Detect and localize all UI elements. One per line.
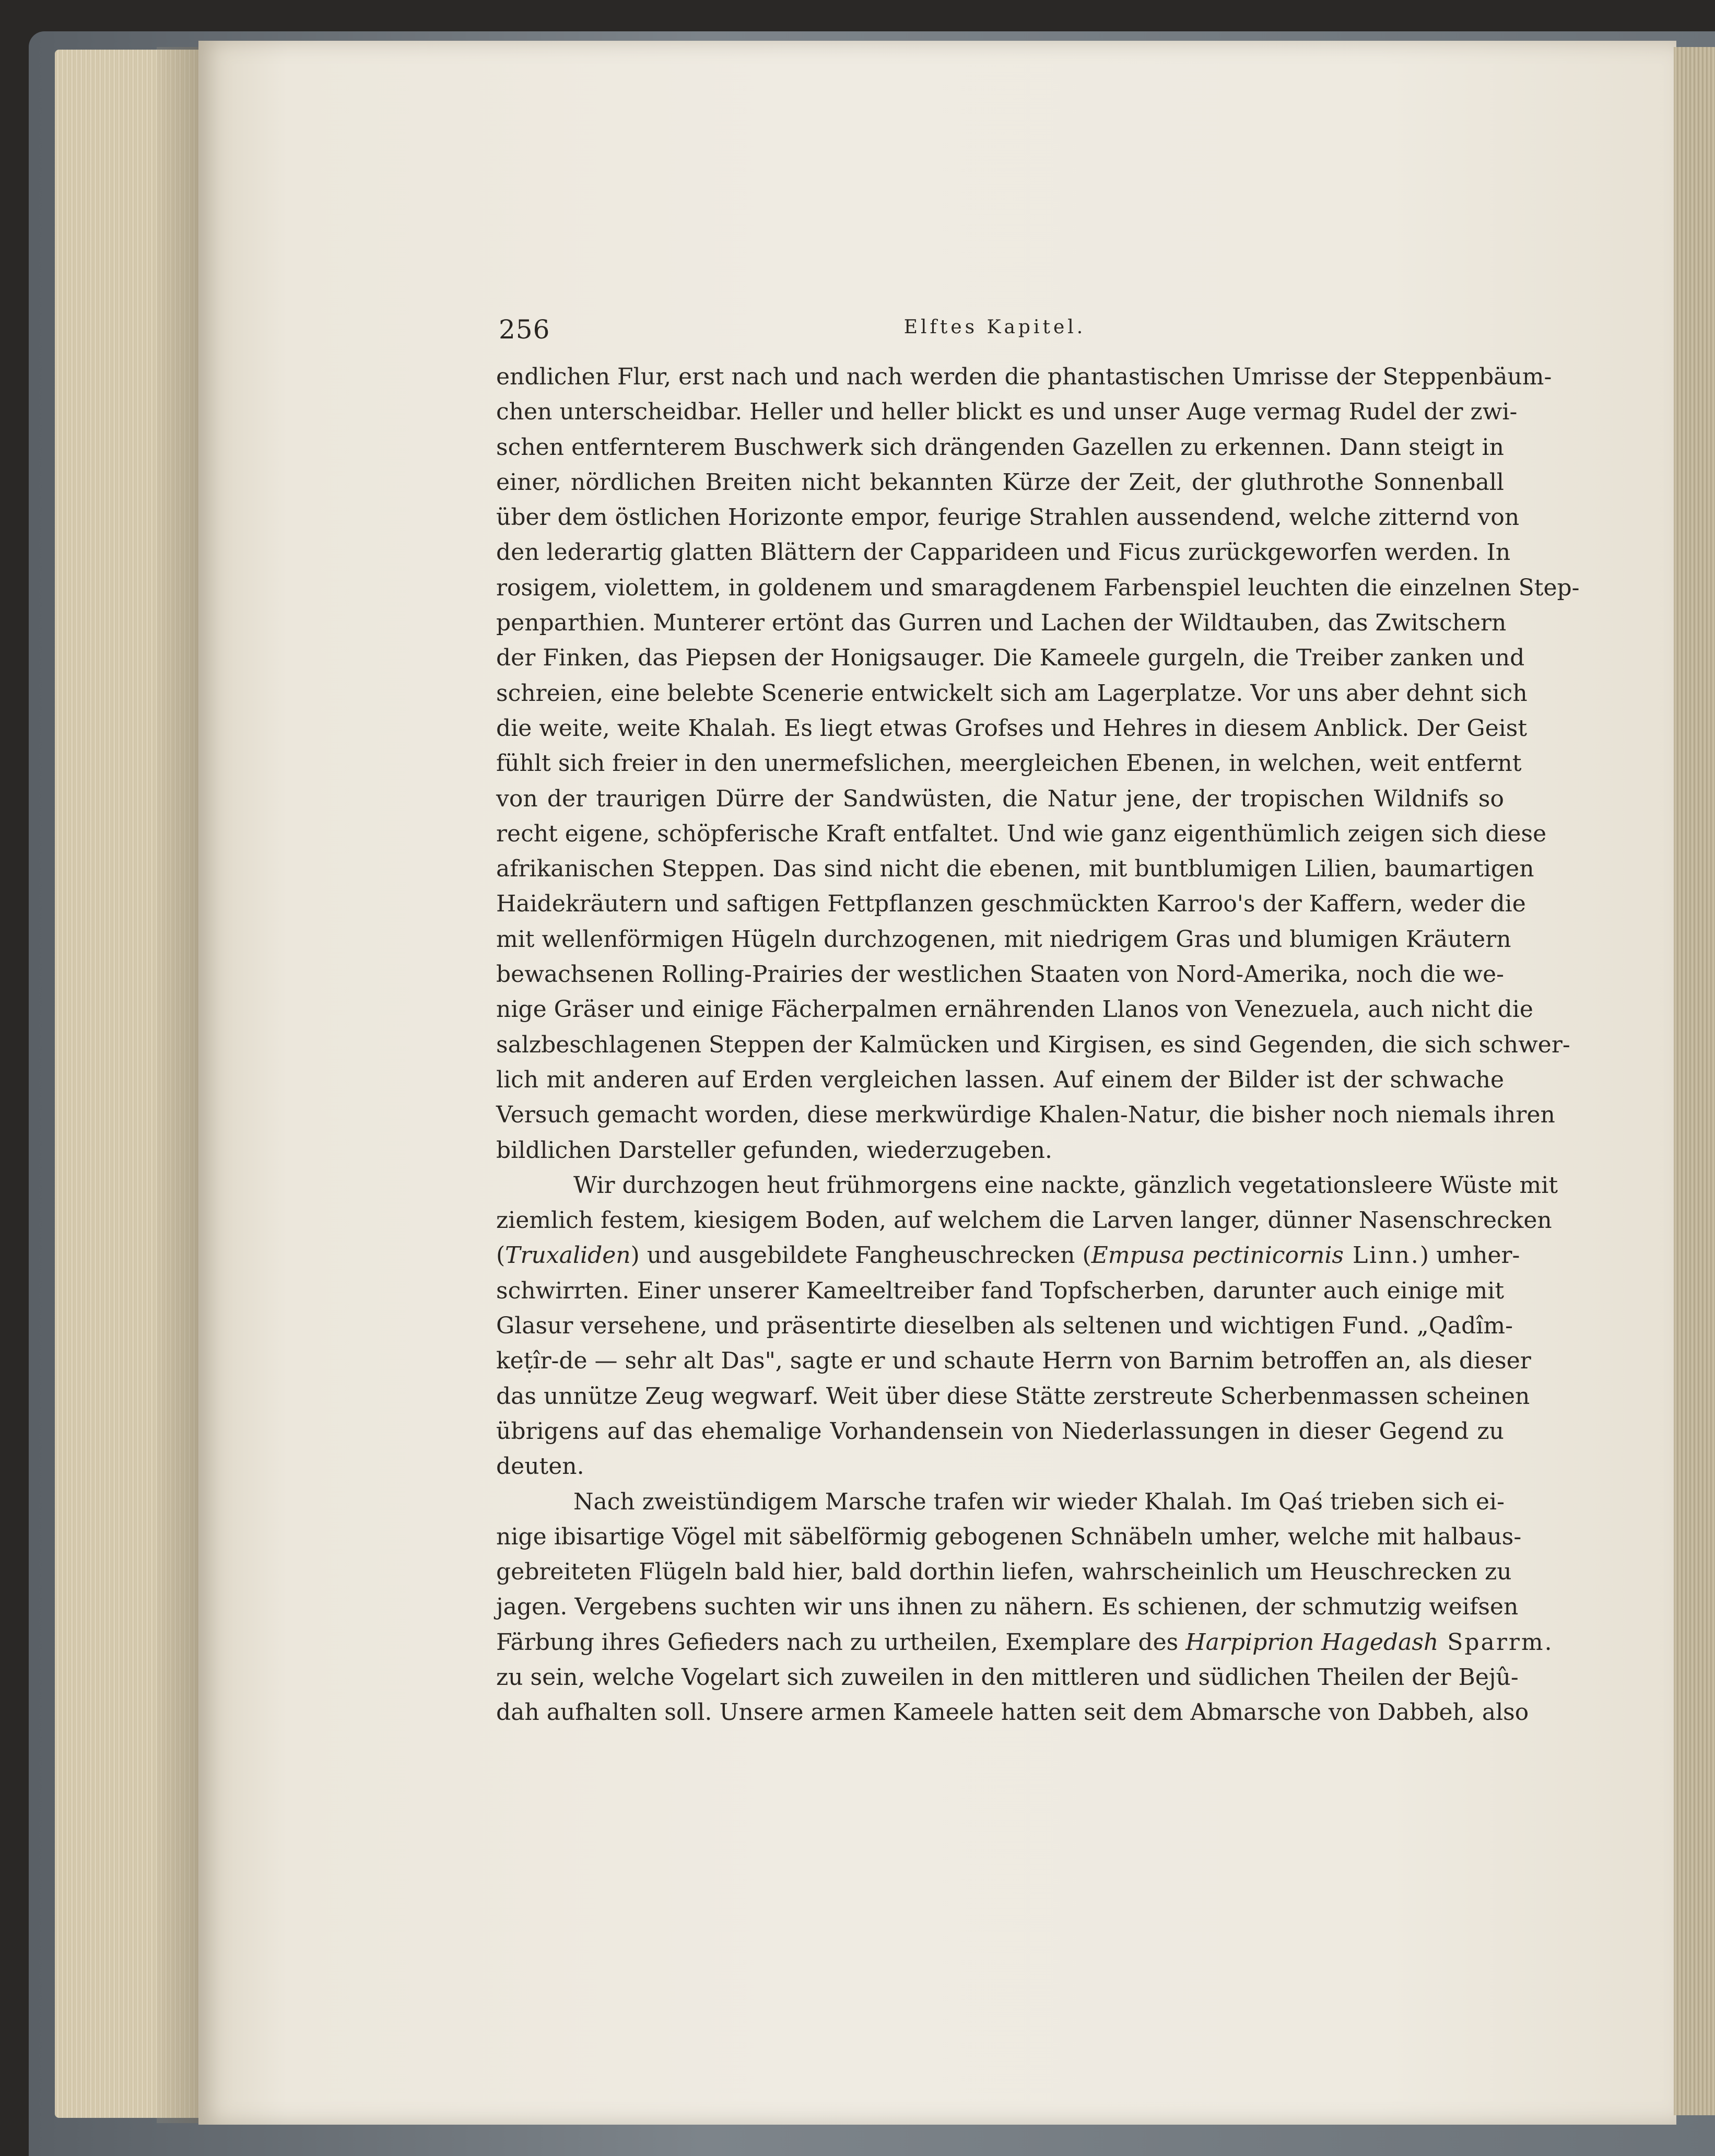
text-line: recht eigene, schöpferische Kraft entfaltet. Und wie ganz eigenthümlich zeigen sich diese [496,820,1547,847]
author-abbrev: Linn. [1343,1242,1420,1269]
text-line: lich mit anderen auf Erden vergleichen lassen. Auf einem der Bilder ist der schwache [496,1066,1504,1093]
text-line: fühlt sich freier in den unermefslichen, meergleichen Ebenen, in welchen, weit entfernt [496,750,1522,777]
text-line: den lederartig glatten Blättern der Capparideen und Ficus zurückgeworfen werden. In [496,539,1511,566]
text-line: Glasur versehene, und präsentirte dieselben als seltenen und wichtigen Fund. „Qadîm- [496,1313,1513,1340]
text-line: Versuch gemacht worden, diese merkwürdige Khalen-Natur, die bisher noch niemals ihren [496,1102,1555,1129]
text-line: die weite, weite Khalah. Es liegt etwas Grofses und Hehres in diesem Anblick. Der Geist [496,714,1528,742]
text-line: übrigens auf das ehemalige Vorhandensein von Niederlassungen in dieser Gegend zu [496,1417,1504,1445]
text-span: ( [496,1242,506,1269]
right-page-edge [1674,47,1715,2115]
text-line: chen unterscheidbar. Heller und heller blickt es und unser Auge vermag Rudel der zwi- [496,399,1518,426]
text-line: nige Gräser und einige Fächerpalmen ernährenden Llanos von Venezuela, auch nicht die [496,996,1533,1023]
paragraph-start-line: Nach zweistündigem Marsche trafen wir wieder Khalah. Im Qaś trieben sich ei- [573,1488,1505,1515]
body-text [496,359,1580,1730]
text-span: Färbung ihres Gefieders nach zu urtheilen, Exemplare des [496,1628,1186,1656]
text-span: ) umher- [1419,1242,1520,1269]
text-line: jagen. Vergebens suchten wir uns ihnen zu nähern. Es schienen, der schmutzig weifsen [496,1593,1519,1621]
text-line-with-italics [496,1625,1554,1660]
text-line: schwirrten. Einer unserer Kameeltreiber fand Topfscherben, darunter auch einige mit [496,1277,1504,1304]
text-line: über dem östlichen Horizonte empor, feurige Strahlen aussendend, welche zitternd von [496,504,1520,531]
italic-term: Harpiprion Hagedash [1185,1628,1439,1656]
text-line: endlichen Flur, erst nach und nach werden die phantastischen Umrisse der Steppenbäum- [496,364,1552,390]
text-line: bewachsenen Rolling-Prairies der westlichen Staaten von Nord-Amerika, noch die we- [496,961,1504,988]
text-line: schreien, eine belebte Scenerie entwickelt sich am Lagerplatze. Vor uns aber dehnt sich [496,679,1528,707]
text-line: ziemlich festem, kiesigem Boden, auf welchem die Larven langer, dünner Nasenschrecken [496,1207,1552,1234]
text-line-with-italics [496,1238,1520,1273]
text-line: gebreiteten Flügeln bald hier, bald dorthin liefen, wahrscheinlich um Heuschrecken zu [496,1559,1512,1586]
text-line: Haidekräutern und saftigen Fettpflanzen geschmückten Karroo's der Kaffern, weder die [496,890,1526,918]
text-line: bildlichen Darsteller gefunden, wiederzugeben. [496,1136,1052,1164]
text-line: der Finken, das Piepsen der Honigsauger. Die Kameele gurgeln, die Treiber zanken und [496,645,1525,672]
text-line: salzbeschlagenen Steppen der Kalmücken und Kirgisen, es sind Gegenden, die sich schwer- [496,1031,1570,1058]
page-number: 256 [499,314,550,345]
text-line: dah aufhalten soll. Unsere armen Kameele hatten seit dem Abmarsche von Dabbeh, also [496,1699,1529,1726]
text-line: einer, nördlichen Breiten nicht bekannten Kürze der Zeit, der gluthrothe Sonnenball [496,468,1504,496]
italic-term: Empusa pectinicornis [1091,1242,1344,1269]
text-line: deuten. [496,1453,584,1480]
text-line: mit wellenförmigen Hügeln durchzogenen, mit niedrigem Gras und blumigen Kräutern [496,925,1511,953]
text-line: keṭîr-de — sehr alt Das", sagte er und schaute Herrn von Barnim betroffen an, als dieser [496,1348,1531,1375]
text-span: ) und ausgebildete Fangheuschrecken ( [630,1242,1091,1269]
text-line: schen entfernterem Buschwerk sich drängenden Gazellen zu erkennen. Dann steigt in [496,433,1504,461]
text-line: rosigem, violettem, in goldenem und smaragdenem Farbenspiel leuchten die einzelnen Step- [496,574,1580,601]
text-line: afrikanischen Steppen. Das sind nicht die ebenen, mit buntblumigen Lilien, baumartigen [496,856,1534,883]
italic-term: Truxaliden [505,1242,631,1269]
paragraph-start-line: Wir durchzogen heut frühmorgens eine nackte, gänzlich vegetationsleere Wüste mit [573,1171,1558,1199]
text-line: das unnütze Zeug wegwarf. Weit über diese Stätte zerstreute Scherbenmassen scheinen [496,1382,1530,1410]
text-line: von der traurigen Dürre der Sandwüsten, die Natur jene, der tropischen Wildnifs so [496,785,1504,812]
running-title: Elftes Kapitel. [903,317,1086,338]
text-line: zu sein, welche Vogelart sich zuweilen in den mittleren und südlichen Theilen der Bejû- [496,1663,1519,1691]
author-abbrev: Sparrm. [1438,1628,1554,1656]
text-line: nige ibisartige Vögel mit säbelförmig gebogenen Schnäbeln umher, welche mit halbaus- [496,1523,1522,1550]
text-line: penparthien. Munterer ertönt das Gurren und Lachen der Wildtauben, das Zwitschern [496,610,1507,637]
